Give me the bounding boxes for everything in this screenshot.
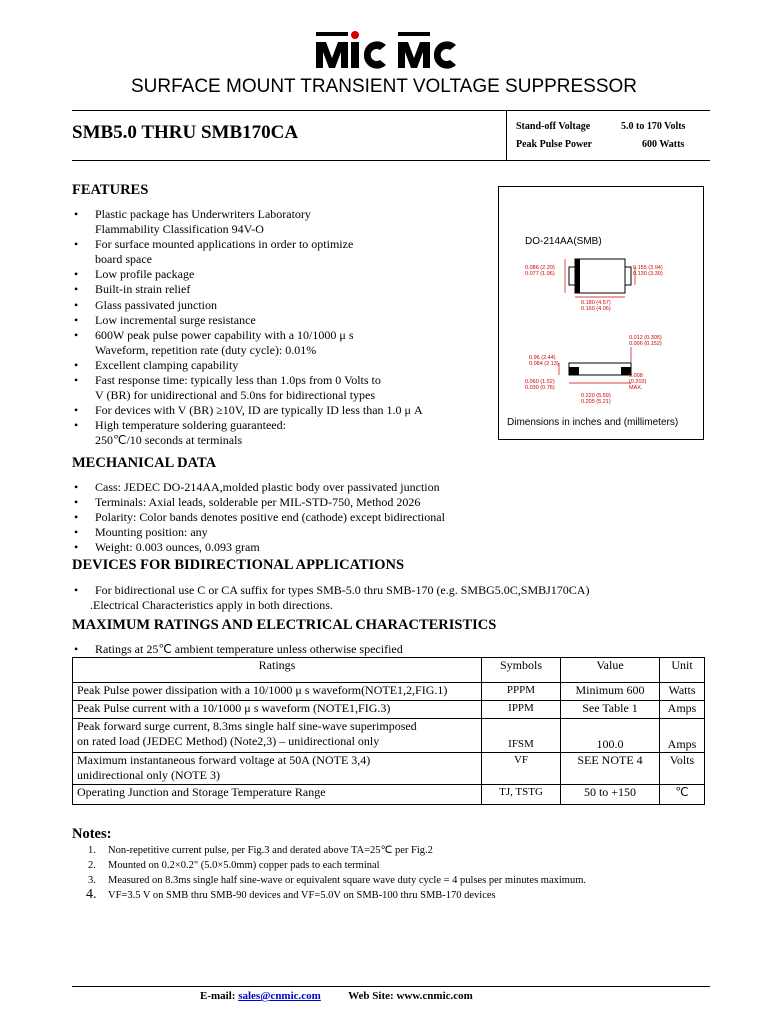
list-item: 2. Mounted on 0.2×0.2" (5.0×5.0mm) copper pads to each terminal xyxy=(88,860,380,871)
ratings-table xyxy=(72,657,705,805)
header-divider xyxy=(72,160,710,161)
value-cell: SEE NOTE 4 xyxy=(561,753,660,785)
list-item: • Weight: 0.003 ounces, 0.093 gram xyxy=(72,540,692,555)
list-item: • Glass passivated junction xyxy=(72,298,492,313)
package-caption: Dimensions in inches and (millimeters) xyxy=(507,417,679,428)
list-item: • Excellent clamping capability xyxy=(72,358,492,373)
list-item: • For bidirectional use C or CA suffix for types SMB-5.0 thru SMB-170 (e.g. SMBG5.0C,SMBJ170CA) xyxy=(72,583,712,598)
list-item: • 600W peak pulse power capability with a 10/1000 μ s xyxy=(72,328,492,343)
table-row xyxy=(73,753,705,785)
dim-label: 0.180 (4.57) 0.160 (4.06) xyxy=(581,300,611,312)
list-item: V (BR) for unidirectional and 5.0ns for bidirectional types xyxy=(95,388,376,403)
list-item: • Plastic package has Underwriters Laboratory xyxy=(72,207,492,222)
list-item: • Low incremental surge resistance xyxy=(72,313,492,328)
list-item: • Low profile package xyxy=(72,267,492,282)
symbol-cell: IFSM xyxy=(482,719,561,753)
ratings-note-list xyxy=(72,642,712,657)
value-cell: 50 to +150 xyxy=(561,785,660,805)
list-item: 4. VF=3.5 V on SMB thru SMB-90 devices and VF=5.0V on SMB-100 thru SMB-170 devices xyxy=(86,887,496,902)
header-unit: Unit xyxy=(660,658,705,683)
list-item: 3. Measured on 8.3ms single half sine-wave or equivalent square wave duty cycle = 4 pulses per minutes maximum. xyxy=(88,875,587,886)
rating-line: on rated load (JEDEC Method) (Note2,3) – unidirectional only xyxy=(77,734,380,748)
document-subtitle: SURFACE MOUNT TRANSIENT VOLTAGE SUPPRESSOR xyxy=(130,76,638,97)
dim-label: 0.008 (0.203) MAX. xyxy=(629,373,647,391)
rating-line: unidirectional only (NOTE 3) xyxy=(77,768,220,782)
list-item: • High temperature soldering guaranteed: xyxy=(72,418,492,433)
list-item: • For surface mounted applications in order to optimize xyxy=(72,237,492,252)
features-list xyxy=(72,207,492,449)
notes-list xyxy=(72,843,712,903)
list-item: • Ratings at 25℃ ambient temperature unless otherwise specified xyxy=(72,642,712,657)
list-item: 250℃/10 seconds at terminals xyxy=(95,433,243,448)
bidirectional-list xyxy=(72,583,712,598)
table-row xyxy=(73,785,705,805)
unit-cell: Amps xyxy=(660,719,705,753)
email-label: E-mail: xyxy=(200,990,236,1002)
rating-line: Peak forward surge current, 8.3ms single half sine-wave superimposed xyxy=(77,719,417,733)
features-heading: FEATURES xyxy=(72,182,149,198)
package-drawing xyxy=(498,186,704,440)
bidirectional-note: .Electrical Characteristics apply in both directions. xyxy=(90,598,333,612)
spec-value-standoff: 5.0 to 170 Volts xyxy=(621,121,686,132)
rating-cell: Peak Pulse current with a 10/1000 μ s waveform (NOTE1,FIG.3) xyxy=(73,701,482,719)
value-cell: 100.0 xyxy=(561,719,660,753)
list-item: • Polarity: Color bands denotes positive end (cathode) except bidirectional xyxy=(72,510,692,525)
list-item: Waveform, repetition rate (duty cycle): 0.01% xyxy=(95,342,317,357)
mechanical-heading: MECHANICAL DATA xyxy=(72,455,217,471)
notes-heading: Notes: xyxy=(72,826,112,842)
dim-label: 0.060 (1.52) 0.030 (0.76) xyxy=(525,379,555,391)
email-link[interactable]: sales@cnmic.com xyxy=(238,990,321,1002)
list-item: board space xyxy=(95,252,152,267)
value-cell: See Table 1 xyxy=(561,701,660,719)
rating-cell xyxy=(73,719,482,753)
table-header-row xyxy=(73,658,705,683)
dim-label: 0.086 (2.20) 0.077 (1.96) xyxy=(525,265,555,277)
company-logo xyxy=(300,28,470,72)
spec-divider xyxy=(506,110,507,160)
table-row xyxy=(73,701,705,719)
unit-cell: Amps xyxy=(660,701,705,719)
package-name: DO-214AA(SMB) xyxy=(525,236,602,247)
symbol-cell: IPPM xyxy=(482,701,561,719)
list-item: • Fast response time: typically less than 1.0ps from 0 Volts to xyxy=(72,373,492,388)
list-item: Flammability Classification 94V-O xyxy=(95,222,264,237)
website-link[interactable]: www.cnmic.com xyxy=(396,990,473,1002)
list-item: 1. Non-repetitive current pulse, per Fig.3 and derated above TA=25℃ per Fig.2 xyxy=(88,845,433,856)
unit-cell: Watts xyxy=(660,683,705,701)
mechanical-list xyxy=(72,480,692,555)
footer xyxy=(200,990,473,1002)
list-item: • Built-in strain relief xyxy=(72,282,492,297)
header-ratings: Ratings xyxy=(73,658,482,683)
spec-value-power: 600 Watts xyxy=(642,139,685,150)
rating-cell xyxy=(73,753,482,785)
list-item: • For devices with V (BR) ≥10V, ID are typically ID less than 1.0 μ A xyxy=(72,403,492,418)
dim-label: 0.155 (3.94) 0.130 (3.30) xyxy=(633,265,663,277)
dim-label: 0.012 (0.305) 0.006 (0.152) xyxy=(629,335,662,347)
list-item: • Mounting position: any xyxy=(72,525,692,540)
unit-cell: Volts xyxy=(660,753,705,785)
bidirectional-heading: DEVICES FOR BIDIRECTIONAL APPLICATIONS xyxy=(72,557,405,573)
table-row xyxy=(73,683,705,701)
dim-label: 0.220 (5.59) 0.205 (5.21) xyxy=(581,393,611,405)
header-symbols: Symbols xyxy=(482,658,561,683)
rating-cell: Operating Junction and Storage Temperature Range xyxy=(73,785,482,805)
ratings-heading: MAXIMUM RATINGS AND ELECTRICAL CHARACTERISTICS xyxy=(72,617,497,633)
model-title: SMB5.0 THRU SMB170CA xyxy=(72,122,299,143)
list-item: • Cass: JEDEC DO-214AA,molded plastic body over passivated junction xyxy=(72,480,692,495)
dim-label: 0.96 (2.44) 0.084 (2.13) xyxy=(529,355,559,367)
header-value: Value xyxy=(561,658,660,683)
spec-label-power: Peak Pulse Power xyxy=(516,139,593,150)
rating-line: Maximum instantaneous forward voltage at 50A (NOTE 3,4) xyxy=(77,753,371,767)
rating-cell: Peak Pulse power dissipation with a 10/1000 μ s waveform(NOTE1,2,FIG.1) xyxy=(73,683,482,701)
website-label: Web Site: xyxy=(348,990,394,1002)
value-cell: Minimum 600 xyxy=(561,683,660,701)
table-row xyxy=(73,719,705,753)
list-item: • Terminals: Axial leads, solderable per MIL-STD-750, Method 2026 xyxy=(72,495,692,510)
top-divider xyxy=(72,110,710,111)
footer-divider xyxy=(72,986,710,987)
spec-label-standoff: Stand-off Voltage xyxy=(516,121,591,132)
unit-cell: ℃ xyxy=(660,785,705,805)
symbol-cell: PPPM xyxy=(482,683,561,701)
symbol-cell: TJ, TSTG xyxy=(482,785,561,805)
symbol-cell: VF xyxy=(482,753,561,785)
